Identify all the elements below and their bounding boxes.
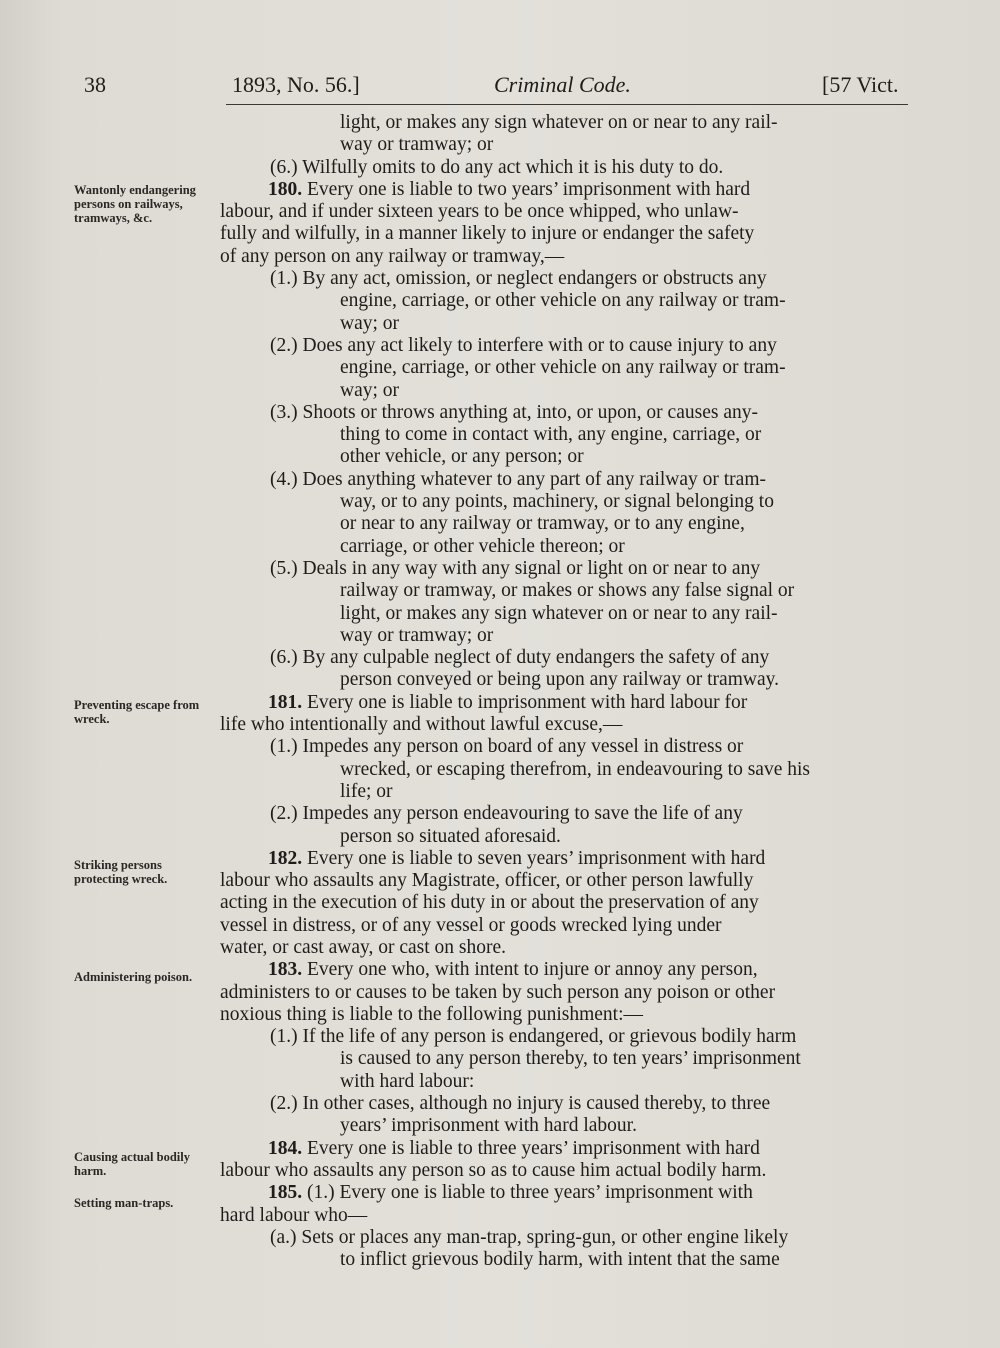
text-line: Every one is liable to three years’ imprisonment with hard (307, 1137, 760, 1159)
regnal-year: [57 Vict. (822, 72, 899, 97)
text-line: labour, and if under sixteen years to be once whipped, who unlaw- (220, 201, 739, 223)
text-line: (6.) Wilfully omits to do any act which it is his duty to do. (270, 156, 724, 178)
text-line: light, or makes any sign whatever on or near to any rail- (340, 602, 778, 624)
text-line: thing to come in contact with, any engine, carriage, or (340, 424, 762, 446)
section-185-start (220, 1182, 910, 1204)
text-line: Every one who, with intent to injure or annoy any person, (307, 959, 758, 981)
text-line: (5.) Deals in any way with any signal or light on or near to any (270, 557, 761, 579)
text-line: with hard labour: (340, 1070, 475, 1092)
text-line: life who intentionally and without lawful excuse,— (220, 714, 623, 736)
section-183-start (220, 959, 910, 981)
text-line: of any person on any railway or tramway,— (220, 245, 565, 267)
text-line: carriage, or other vehicle thereon; or (340, 535, 625, 557)
section-184-start (220, 1138, 910, 1160)
text-line: way; or (340, 379, 400, 401)
text-line: Every one is liable to imprisonment with hard labour for (307, 691, 748, 713)
text-line: (3.) Shoots or throws anything at, into, or upon, or causes any- (270, 401, 758, 423)
text-line: (1.) Every one is liable to three years’ imprisonment with (307, 1182, 753, 1204)
text-line: engine, carriage, or other vehicle on any railway or tram- (340, 357, 786, 379)
text-line: (1.) By any act, omission, or neglect endangers or obstructs any (270, 268, 767, 290)
text-line: administers to or causes to be taken by such person any poison or other (220, 981, 776, 1003)
text-line: (6.) By any culpable neglect of duty endangers the safety of any (270, 647, 770, 669)
text-line: (1.) If the life of any person is endangered, or grievous bodily harm (270, 1026, 797, 1048)
text-line: (2.) In other cases, although no injury is caused thereby, to three (270, 1093, 771, 1115)
section-180-start (220, 179, 910, 201)
text-line: (2.) Impedes any person endeavouring to save the life of any (270, 803, 743, 825)
section-number: 182. (268, 847, 303, 869)
page-number: 38 (84, 72, 106, 97)
section-181-start (220, 692, 910, 714)
text-line: vessel in distress, or of any vessel or goods wrecked lying under (220, 914, 722, 936)
text-line: fully and wilfully, in a manner likely to injure or endanger the safety (220, 223, 755, 245)
margin-note-181: Preventing escape from wreck. (74, 698, 200, 726)
margin-note-182: Striking persons protecting wreck. (74, 858, 168, 886)
text-line: person so situated aforesaid. (340, 825, 561, 847)
text-line: light, or makes any sign whatever on or near to any rail- (340, 112, 778, 133)
text-line: (2.) Does any act likely to interfere with or to cause injury to any (270, 334, 777, 356)
section-number: 185. (268, 1182, 303, 1204)
text-line: hard labour who— (220, 1204, 368, 1226)
text-line: noxious thing is liable to the following punishment:— (220, 1003, 644, 1025)
running-header (0, 72, 1000, 104)
text-line: way or tramway; or (340, 134, 494, 156)
text-line: railway or tramway, or makes or shows any false signal or (340, 580, 795, 602)
text-line: Every one is liable to seven years’ imprisonment with hard (307, 847, 766, 869)
text-line: water, or cast away, or cast on shore. (220, 936, 507, 958)
margin-note-183: Administering poison. (74, 970, 193, 984)
text-line: labour who assaults any Magistrate, officer, or other person lawfully (220, 870, 754, 892)
text-line: other vehicle, or any person; or (340, 446, 584, 468)
text-line: life; or (340, 780, 393, 802)
text-line: (4.) Does anything whatever to any part of any railway or tram- (270, 468, 766, 490)
margin-note-184: Causing actual bodily harm. (74, 1150, 191, 1178)
section-number: 183. (268, 959, 303, 981)
section-number: 181. (268, 691, 303, 713)
text-line: wrecked, or escaping therefrom, in endeavouring to save his (340, 758, 810, 780)
text-line: person conveyed or being upon any railway or tramway. (340, 669, 779, 691)
text-line: Every one is liable to two years’ imprisonment with hard (307, 178, 751, 200)
text-line: years’ imprisonment with hard labour. (340, 1115, 637, 1137)
text-line: acting in the execution of his duty in or about the preservation of any (220, 892, 759, 914)
text-line: to inflict grievous bodily harm, with intent that the same (340, 1249, 780, 1271)
running-title: Criminal Code. (494, 72, 631, 97)
act-reference: 1893, No. 56.] (232, 72, 360, 97)
text-line: way, or to any points, machinery, or signal belonging to (340, 491, 774, 513)
section-number: 184. (268, 1137, 303, 1159)
header-rule (226, 104, 908, 105)
text-line: (a.) Sets or places any man-trap, spring-gun, or other engine likely (270, 1226, 789, 1248)
text-line: or near to any railway or tramway, or to any engine, (340, 513, 745, 535)
text-line: engine, carriage, or other vehicle on any railway or tram- (340, 290, 786, 312)
margin-note-185: Setting man-traps. (74, 1196, 174, 1210)
statute-text (220, 112, 910, 1271)
section-182-start (220, 848, 910, 870)
text-line: way or tramway; or (340, 624, 494, 646)
section-number: 180. (268, 178, 303, 200)
margin-note-180: Wantonly endangering persons on railways, tramways, &c. (74, 183, 196, 225)
text-line: labour who assaults any person so as to cause him actual bodily harm. (220, 1159, 767, 1181)
text-line: (1.) Impedes any person on board of any vessel in distress or (270, 736, 744, 758)
text-line: is caused to any person thereby, to ten years’ imprisonment (340, 1048, 801, 1070)
text-line: way; or (340, 312, 400, 334)
